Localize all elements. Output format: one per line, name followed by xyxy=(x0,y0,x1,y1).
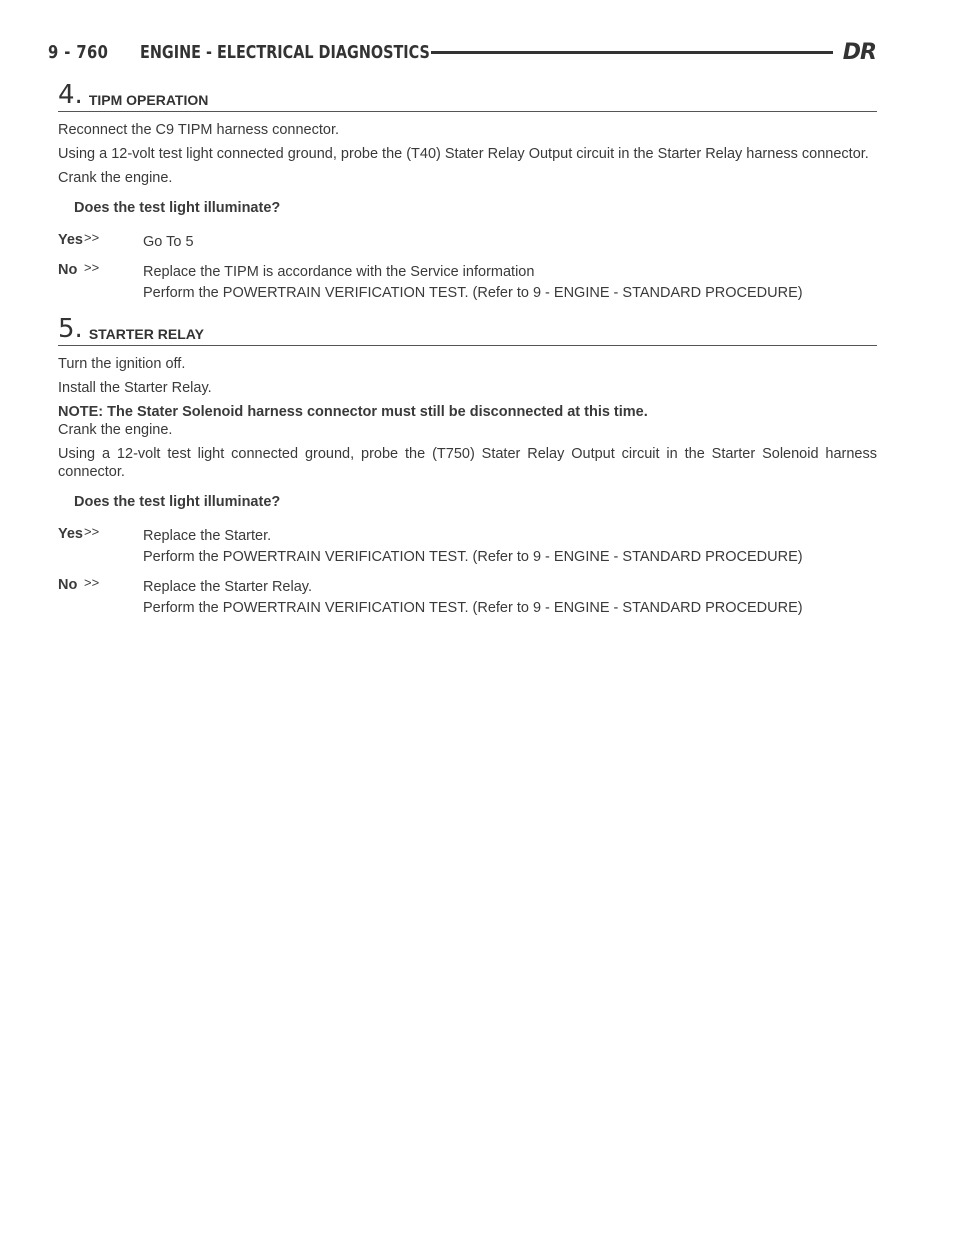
page-number: 9 - 760 xyxy=(48,41,109,63)
answer-key: Yes xyxy=(58,232,83,248)
step-number-dot: . xyxy=(74,80,83,110)
step-title: STARTER RELAY xyxy=(88,326,204,342)
instruction: Using a 12-volt test light connected ground, probe the (T750) Stater Relay Output circuit in the Starter Solenoid harness connector. xyxy=(58,446,877,480)
step-title: TIPM OPERATION xyxy=(88,92,209,108)
note: NOTE: The Stater Solenoid harness connector must still be disconnected at this time. xyxy=(58,404,648,420)
test-question: Does the test light illuminate? xyxy=(74,200,281,216)
step-4-heading xyxy=(58,80,877,112)
answer-line: Perform the POWERTRAIN VERIFICATION TEST. (Refer to 9 - ENGINE - STANDARD PROCEDURE) xyxy=(143,600,803,616)
answer-key: No xyxy=(58,262,78,278)
answer-line: Go To 5 xyxy=(143,234,194,250)
answer-line: Replace the Starter Relay. xyxy=(143,579,312,595)
header-rule xyxy=(431,51,833,54)
answer-body xyxy=(143,231,877,251)
answer-line: Replace the Starter. xyxy=(143,528,272,544)
answer-arrow: >> xyxy=(84,524,100,539)
answer-line: Perform the POWERTRAIN VERIFICATION TEST. (Refer to 9 - ENGINE - STANDARD PROCEDURE) xyxy=(143,549,803,565)
step-number: 5 xyxy=(58,314,75,344)
answer-body xyxy=(143,525,877,566)
model-logo: DR xyxy=(842,39,876,65)
instruction: Reconnect the C9 TIPM harness connector. xyxy=(58,122,340,138)
instruction: Turn the ignition off. xyxy=(58,356,186,372)
chapter-title: ENGINE - ELECTRICAL DIAGNOSTICS xyxy=(140,41,430,63)
instruction: Install the Starter Relay. xyxy=(58,380,212,396)
answer-arrow: >> xyxy=(84,260,100,275)
instruction: Using a 12-volt test light connected ground, probe the (T40) Stater Relay Output circuit in the Starter Relay harness connector. xyxy=(58,146,869,162)
answer-line: Replace the TIPM is accordance with the Service information xyxy=(143,264,535,280)
answer-yes xyxy=(58,525,877,566)
step-5-heading xyxy=(58,314,877,346)
answer-no xyxy=(58,576,877,617)
answer-key: Yes xyxy=(58,526,83,542)
answer-yes xyxy=(58,231,877,251)
answer-arrow: >> xyxy=(84,230,100,245)
answer-line: Perform the POWERTRAIN VERIFICATION TEST. (Refer to 9 - ENGINE - STANDARD PROCEDURE) xyxy=(143,285,803,301)
instruction: Crank the engine. xyxy=(58,422,173,438)
answer-arrow: >> xyxy=(84,575,100,590)
test-question: Does the test light illuminate? xyxy=(74,494,281,510)
instruction: Crank the engine. xyxy=(58,170,173,186)
answer-key: No xyxy=(58,577,78,593)
answer-no xyxy=(58,261,877,302)
step-4-section xyxy=(58,80,877,302)
step-5-section xyxy=(58,314,877,617)
step-number: 4 xyxy=(58,80,75,110)
step-number-dot: . xyxy=(74,314,83,344)
answer-body xyxy=(143,261,877,302)
answer-body xyxy=(143,576,877,617)
page-header xyxy=(48,40,876,64)
